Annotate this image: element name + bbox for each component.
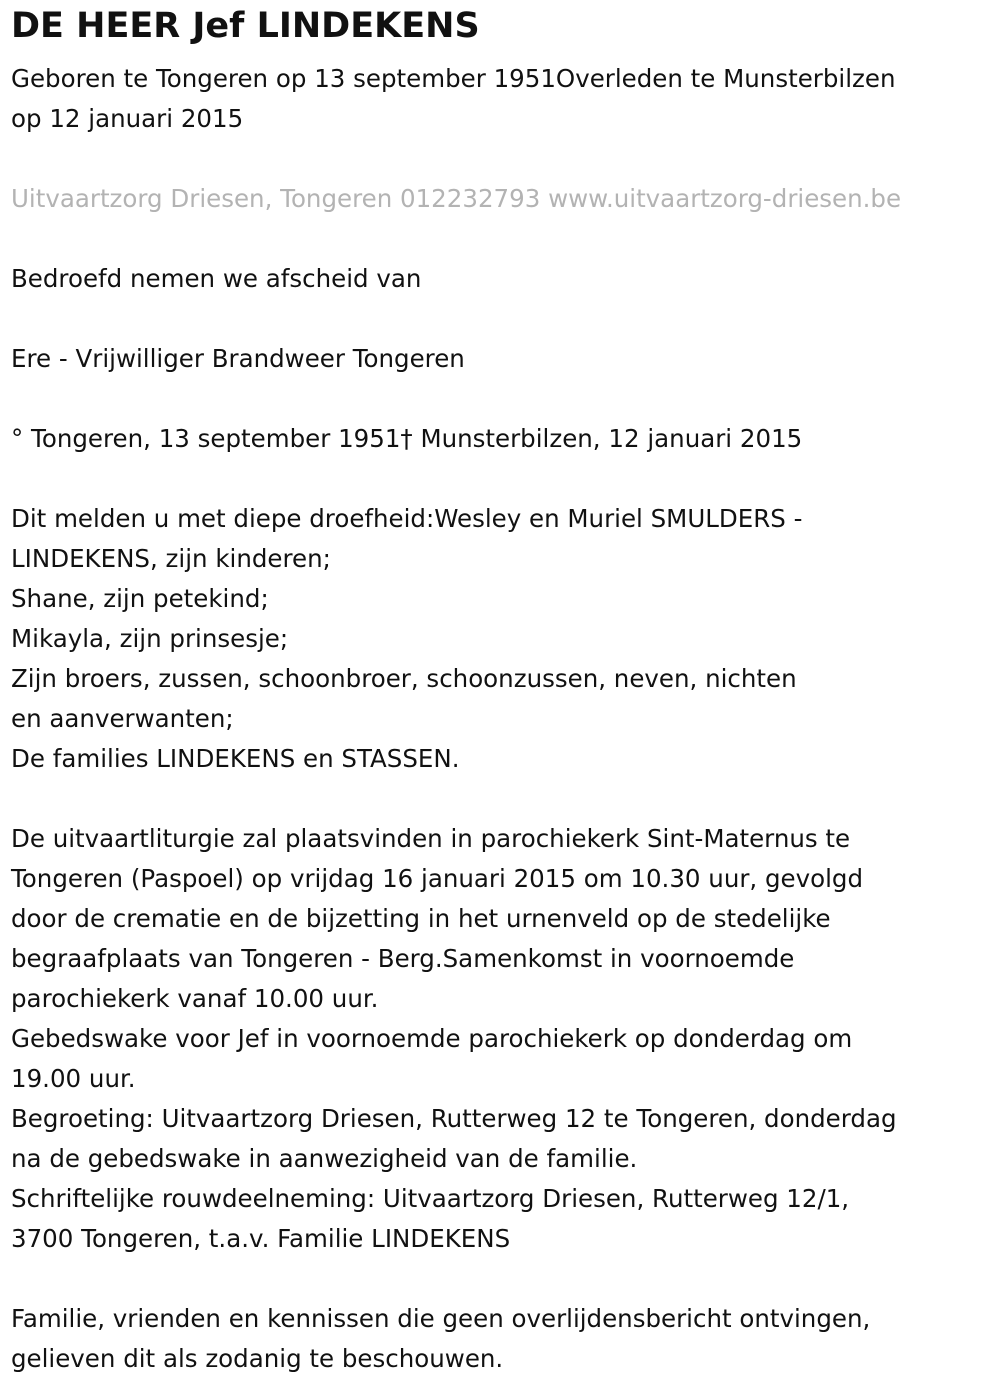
family-line: LINDEKENS, zijn kinderen;: [11, 544, 331, 573]
obituary-page: [0, 6, 1000, 1396]
spacer: [11, 219, 990, 259]
summary-line-2: op 12 januari 2015: [11, 104, 244, 133]
ceremony-line: na de gebedswake in aanwezigheid van de familie.: [11, 1144, 638, 1173]
ceremony-line: parochiekerk vanaf 10.00 uur.: [11, 984, 379, 1013]
family-line: Dit melden u met diepe droefheid:Wesley en Muriel SMULDERS -: [11, 504, 803, 533]
ceremony-line: begraafplaats van Tongeren - Berg.Samenkomst in voornoemde: [11, 944, 795, 973]
closing-note: [11, 1299, 990, 1379]
ceremony-line: Gebedswake voor Jef in voornoemde parochiekerk op donderdag om: [11, 1024, 853, 1053]
closing-line: gelieven dit als zodanig te beschouwen.: [11, 1344, 504, 1373]
ceremony-line: 19.00 uur.: [11, 1064, 136, 1093]
honorary-role: Ere - Vrijwilliger Brandweer Tongeren: [11, 344, 465, 373]
birth-death-dates: ° Tongeren, 13 september 1951† Munsterbilzen, 12 januari 2015: [11, 424, 803, 453]
ceremony-line: 3700 Tongeren, t.a.v. Familie LINDEKENS: [11, 1224, 511, 1253]
spacer: [11, 459, 990, 499]
spacer: [11, 299, 990, 339]
closing-line: Familie, vrienden en kennissen die geen overlijdensbericht ontvingen,: [11, 1304, 871, 1333]
family-line: en aanverwanten;: [11, 704, 234, 733]
ceremony-line: Schriftelijke rouwdeelneming: Uitvaartzorg Driesen, Rutterweg 12/1,: [11, 1184, 850, 1213]
ceremony-details: [11, 819, 990, 1259]
spacer: [11, 379, 990, 419]
funeral-home-contact: Uitvaartzorg Driesen, Tongeren 012232793 www.uitvaartzorg-driesen.be: [11, 184, 902, 213]
spacer: [11, 1259, 990, 1299]
family-announcement: [11, 499, 990, 779]
birth-death-summary: [11, 59, 1000, 139]
page-title: DE HEER Jef LINDEKENS: [11, 6, 480, 46]
spacer: [11, 139, 990, 179]
intro-text: Bedroefd nemen we afscheid van: [11, 264, 422, 293]
family-line: Zijn broers, zussen, schoonbroer, schoonzussen, neven, nichten: [11, 664, 797, 693]
ceremony-line: Begroeting: Uitvaartzorg Driesen, Rutterweg 12 te Tongeren, donderdag: [11, 1104, 897, 1133]
summary-line-1: Geboren te Tongeren op 13 september 1951Overleden te Munsterbilzen: [11, 64, 896, 93]
family-line: Shane, zijn petekind;: [11, 584, 269, 613]
ceremony-line: Tongeren (Paspoel) op vrijdag 16 januari 2015 om 10.30 uur, gevolgd: [11, 864, 864, 893]
ceremony-line: De uitvaartliturgie zal plaatsvinden in parochiekerk Sint-Maternus te: [11, 824, 851, 853]
family-line: De families LINDEKENS en STASSEN.: [11, 744, 460, 773]
spacer: [11, 779, 990, 819]
ceremony-line: door de crematie en de bijzetting in het urnenveld op de stedelijke: [11, 904, 831, 933]
family-line: Mikayla, zijn prinsesje;: [11, 624, 289, 653]
